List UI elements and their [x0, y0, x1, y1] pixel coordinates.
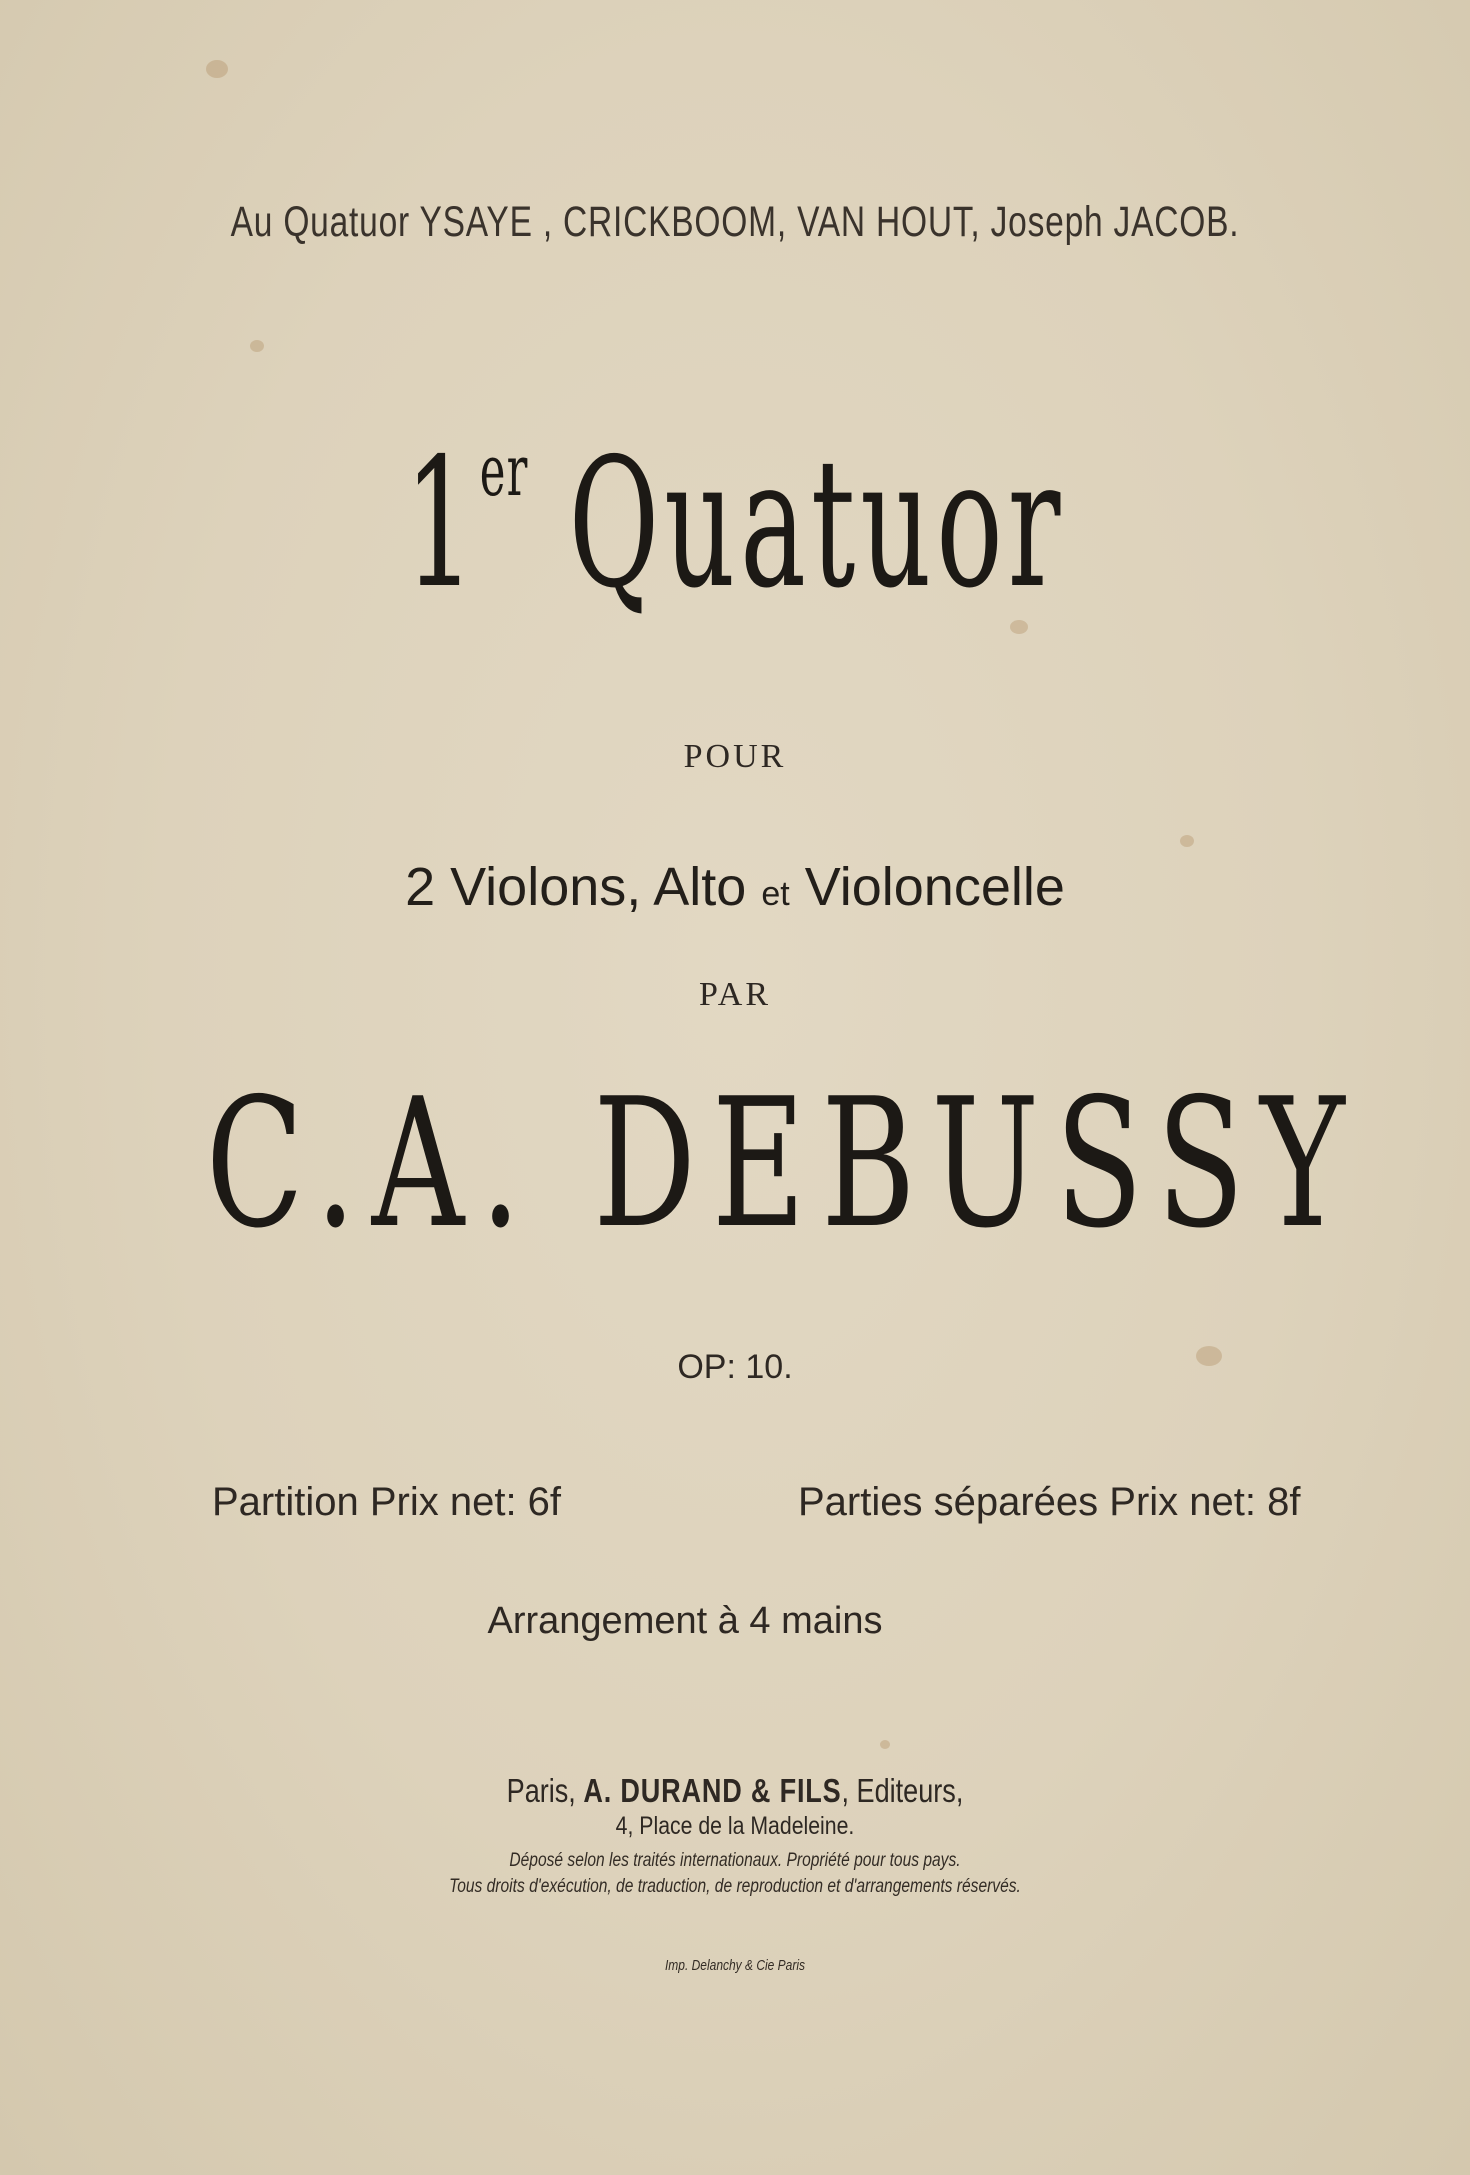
printer-imprint: Imp. Delanchy & Cie Paris	[664, 1957, 806, 1974]
title-ordinal: 1	[404, 420, 480, 627]
dedication: Au Quatuor YSAYE , CRICKBOOM, VAN HOUT, Joseph JACOB.	[230, 198, 1240, 246]
legal-notice-line1: Déposé selon les traités internationaux. Propriété pour tous pays.	[509, 1850, 961, 1871]
publisher-address: 4, Place de la Madeleine.	[615, 1812, 855, 1840]
instrumentation-part2: Violoncelle	[789, 857, 1065, 917]
arrangement-note: Arrangement à 4 mains	[487, 1600, 883, 1642]
instrumentation-et: et	[761, 875, 790, 913]
foxing-spot	[250, 340, 264, 352]
title-ordinal-suffix: er	[479, 430, 529, 512]
par-label: PAR	[698, 976, 772, 1013]
foxing-spot	[1180, 835, 1194, 847]
instrumentation-part1: 2 Violons, Alto	[405, 857, 762, 917]
foxing-spot	[206, 60, 228, 78]
legal-notice-line2: Tous droits d'exécution, de traduction, de reproduction et d'arrangements réservés.	[449, 1876, 1021, 1897]
publisher-line	[132, 1772, 1337, 1810]
work-title	[279, 420, 1190, 627]
instrumentation	[0, 856, 1470, 918]
publisher-city: Paris,	[506, 1772, 584, 1809]
title-word: Quatuor	[568, 420, 1066, 627]
foxing-spot	[880, 1740, 890, 1749]
composer-name: C.A. DEBUSSY	[205, 1060, 1361, 1267]
opus-number: OP: 10.	[677, 1348, 793, 1386]
price-partition: Partition Prix net: 6f	[212, 1480, 562, 1524]
publisher-role: , Editeurs,	[841, 1772, 964, 1809]
publisher-name: A. DURAND & FILS	[583, 1772, 842, 1809]
price-parties: Parties séparées Prix net: 8f	[798, 1480, 1301, 1524]
pour-label: POUR	[683, 738, 787, 775]
